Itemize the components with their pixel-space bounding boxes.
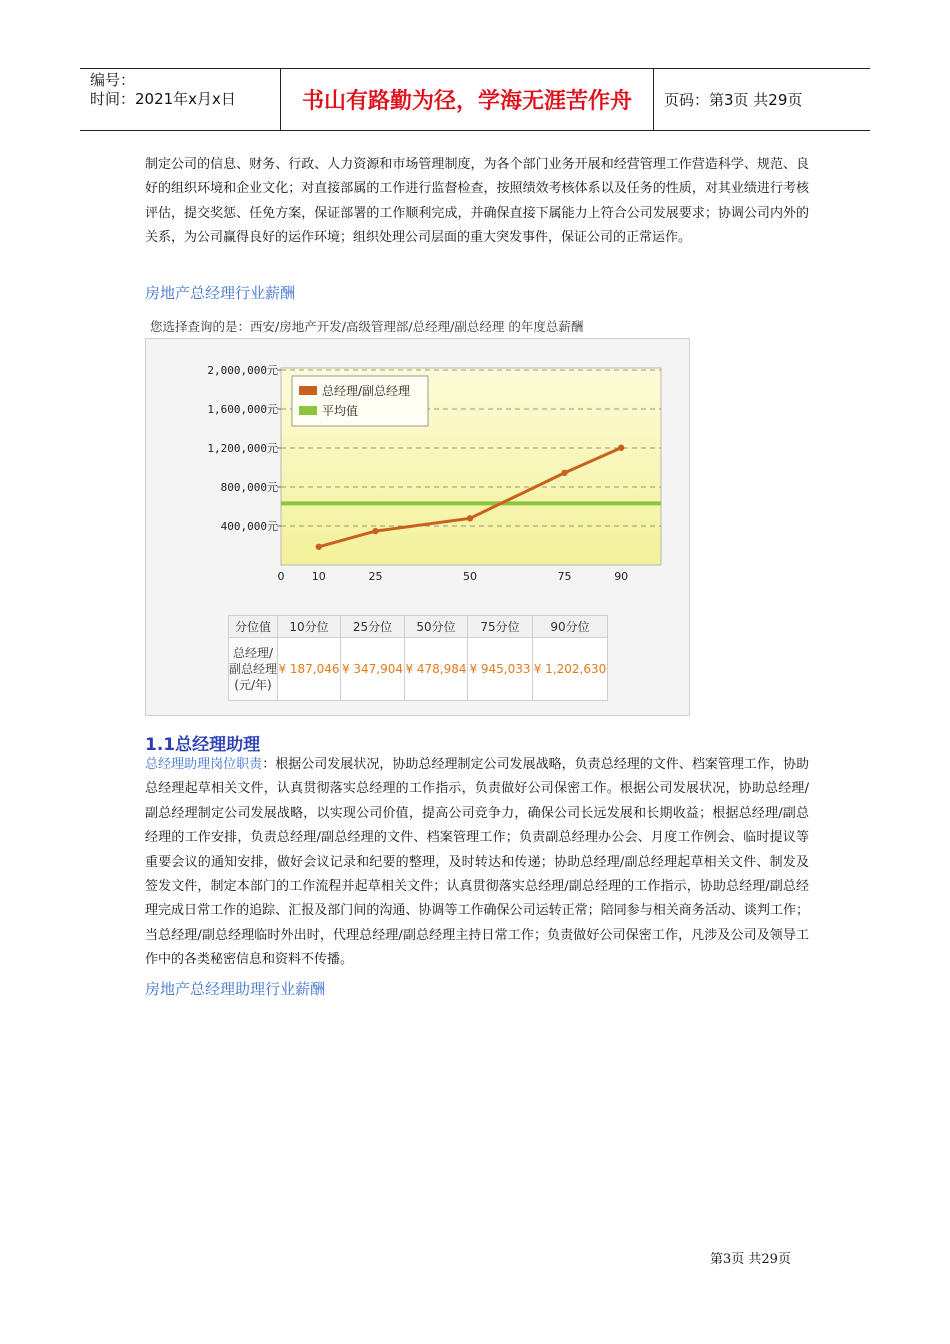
- y-tick-label: 2,000,000元: [207, 364, 278, 377]
- y-tick-label: 400,000元: [220, 520, 278, 533]
- gm-point: [618, 445, 624, 451]
- chart-legend: [292, 376, 428, 426]
- salary-link-gm[interactable]: 房地产总经理行业薪酬: [145, 284, 296, 302]
- number-label: 编号：: [90, 71, 136, 89]
- chart-caption: 您选择查询的是：西安/房地产开发/高级管理部/总经理/副总经理 的年度总薪酬: [150, 319, 584, 334]
- legend-label: 平均值: [322, 404, 359, 418]
- header-meta: [80, 69, 281, 130]
- time-label: 时间：2021年x月x日: [90, 90, 236, 108]
- table-col-50: 50分位: [405, 616, 468, 638]
- x-tick-label: 75: [557, 570, 572, 583]
- legend-swatch: [299, 386, 317, 395]
- table-row-label: 总经理/副总经理(元/年): [229, 638, 278, 701]
- x-axis-ticks: [278, 570, 629, 583]
- legend-swatch: [299, 406, 317, 415]
- header-motto: 书山有路勤为径，学海无涯苦作舟: [281, 69, 654, 130]
- salary-link-assistant[interactable]: 房地产总经理助理行业薪酬: [145, 980, 326, 998]
- legend-label: 总经理/副总经理: [322, 384, 411, 398]
- percentile-table: [228, 615, 608, 701]
- table-value-75: ¥ 945,033: [468, 638, 533, 701]
- table-col-25: 25分位: [341, 616, 405, 638]
- x-tick-label: 50: [463, 570, 477, 583]
- table-col-75: 75分位: [468, 616, 533, 638]
- x-tick-label: 10: [311, 570, 326, 583]
- table-col-10: 10分位: [278, 616, 341, 638]
- table-col-90: 90分位: [533, 616, 608, 638]
- header-page-label: 页码：第3页 共29页: [664, 91, 803, 109]
- table-header-label: 分位值: [229, 616, 278, 638]
- x-tick-label: 90: [614, 570, 629, 583]
- gm-point: [467, 515, 473, 521]
- gm-point: [316, 544, 322, 550]
- intro-paragraph: 制定公司的信息、财务、行政、人力资源和市场管理制度，为各个部门业务开展和经营管理工作营造科学、规范、良好的组织环境和企业文化；对直接部属的工作进行监督检查，按照绩效考核体系以及任务的性质，对其业绩进行考核评估，提交奖惩、任免方案，保证部署的工作顺利完成，并确保直接下属能力上符合公司发展要求；协调公司内外的关系，为公司赢得良好的运作环境；组织处理公司层面的重大突发事件，保证公司的正常运作。: [145, 157, 809, 246]
- page-header: [80, 68, 870, 131]
- x-tick-label: 0: [277, 570, 285, 583]
- table-value-50: ¥ 478,984: [405, 638, 468, 701]
- y-tick-label: 800,000元: [220, 481, 278, 494]
- y-tick-label: 1,600,000元: [207, 403, 278, 416]
- y-tick-label: 1,200,000元: [207, 442, 278, 455]
- page-footer: 第3页 共29页: [710, 1252, 791, 1267]
- x-tick-label: 25: [368, 570, 383, 583]
- salary-chart-panel: [145, 338, 690, 716]
- table-value-25: ¥ 347,904: [341, 638, 405, 701]
- gm-point: [372, 528, 378, 534]
- assistant-paragraph: [145, 753, 809, 973]
- table-value-90: ¥ 1,202,630: [533, 638, 608, 701]
- assistant-body: ：根据公司发展状况，协助总经理制定公司发展战略，负责总经理的文件、档案管理工作，协助总经理起草相关文件，认真贯彻落实总经理的工作指示，负责做好公司保密工作。根据公司发展状况，协助总经理/副总经理制定公司发展战略，以实现公司价值，提高公司竞争力，确保公司长远发展和长期收益；根据总经理/副总经理的工作安排，负责总经理/副总经理的文件、档案管理工作；负责副总经理办公会、月度工作例会、临时提议等重要会议的通知安排，做好会议记录和纪要的整理，及时转达和传递；协助总经理/副总经理起草相关文件、制发及签发文件，制定本部门的工作流程并起草相关文件；认真贯彻落实总经理/副总经理的工作指示，协助总经理/副总经理完成日常工作的追踪、汇报及部门间的沟通、协调等工作确保公司运转正常；陪同参与相关商务活动、谈判工作；当总经理/副总经理临时外出时，代理总经理/副总经理主持日常工作；负责做好公司保密工作，凡涉及公司及领导工作中的各类秘密信息和资料不传播。: [145, 757, 809, 968]
- gm-point: [561, 470, 567, 476]
- section-heading: 1.1总经理助理: [145, 735, 261, 755]
- assistant-duties-link[interactable]: 总经理助理岗位职责: [145, 757, 263, 772]
- table-value-10: ¥ 187,046: [278, 638, 341, 701]
- y-axis-ticks: [207, 364, 281, 533]
